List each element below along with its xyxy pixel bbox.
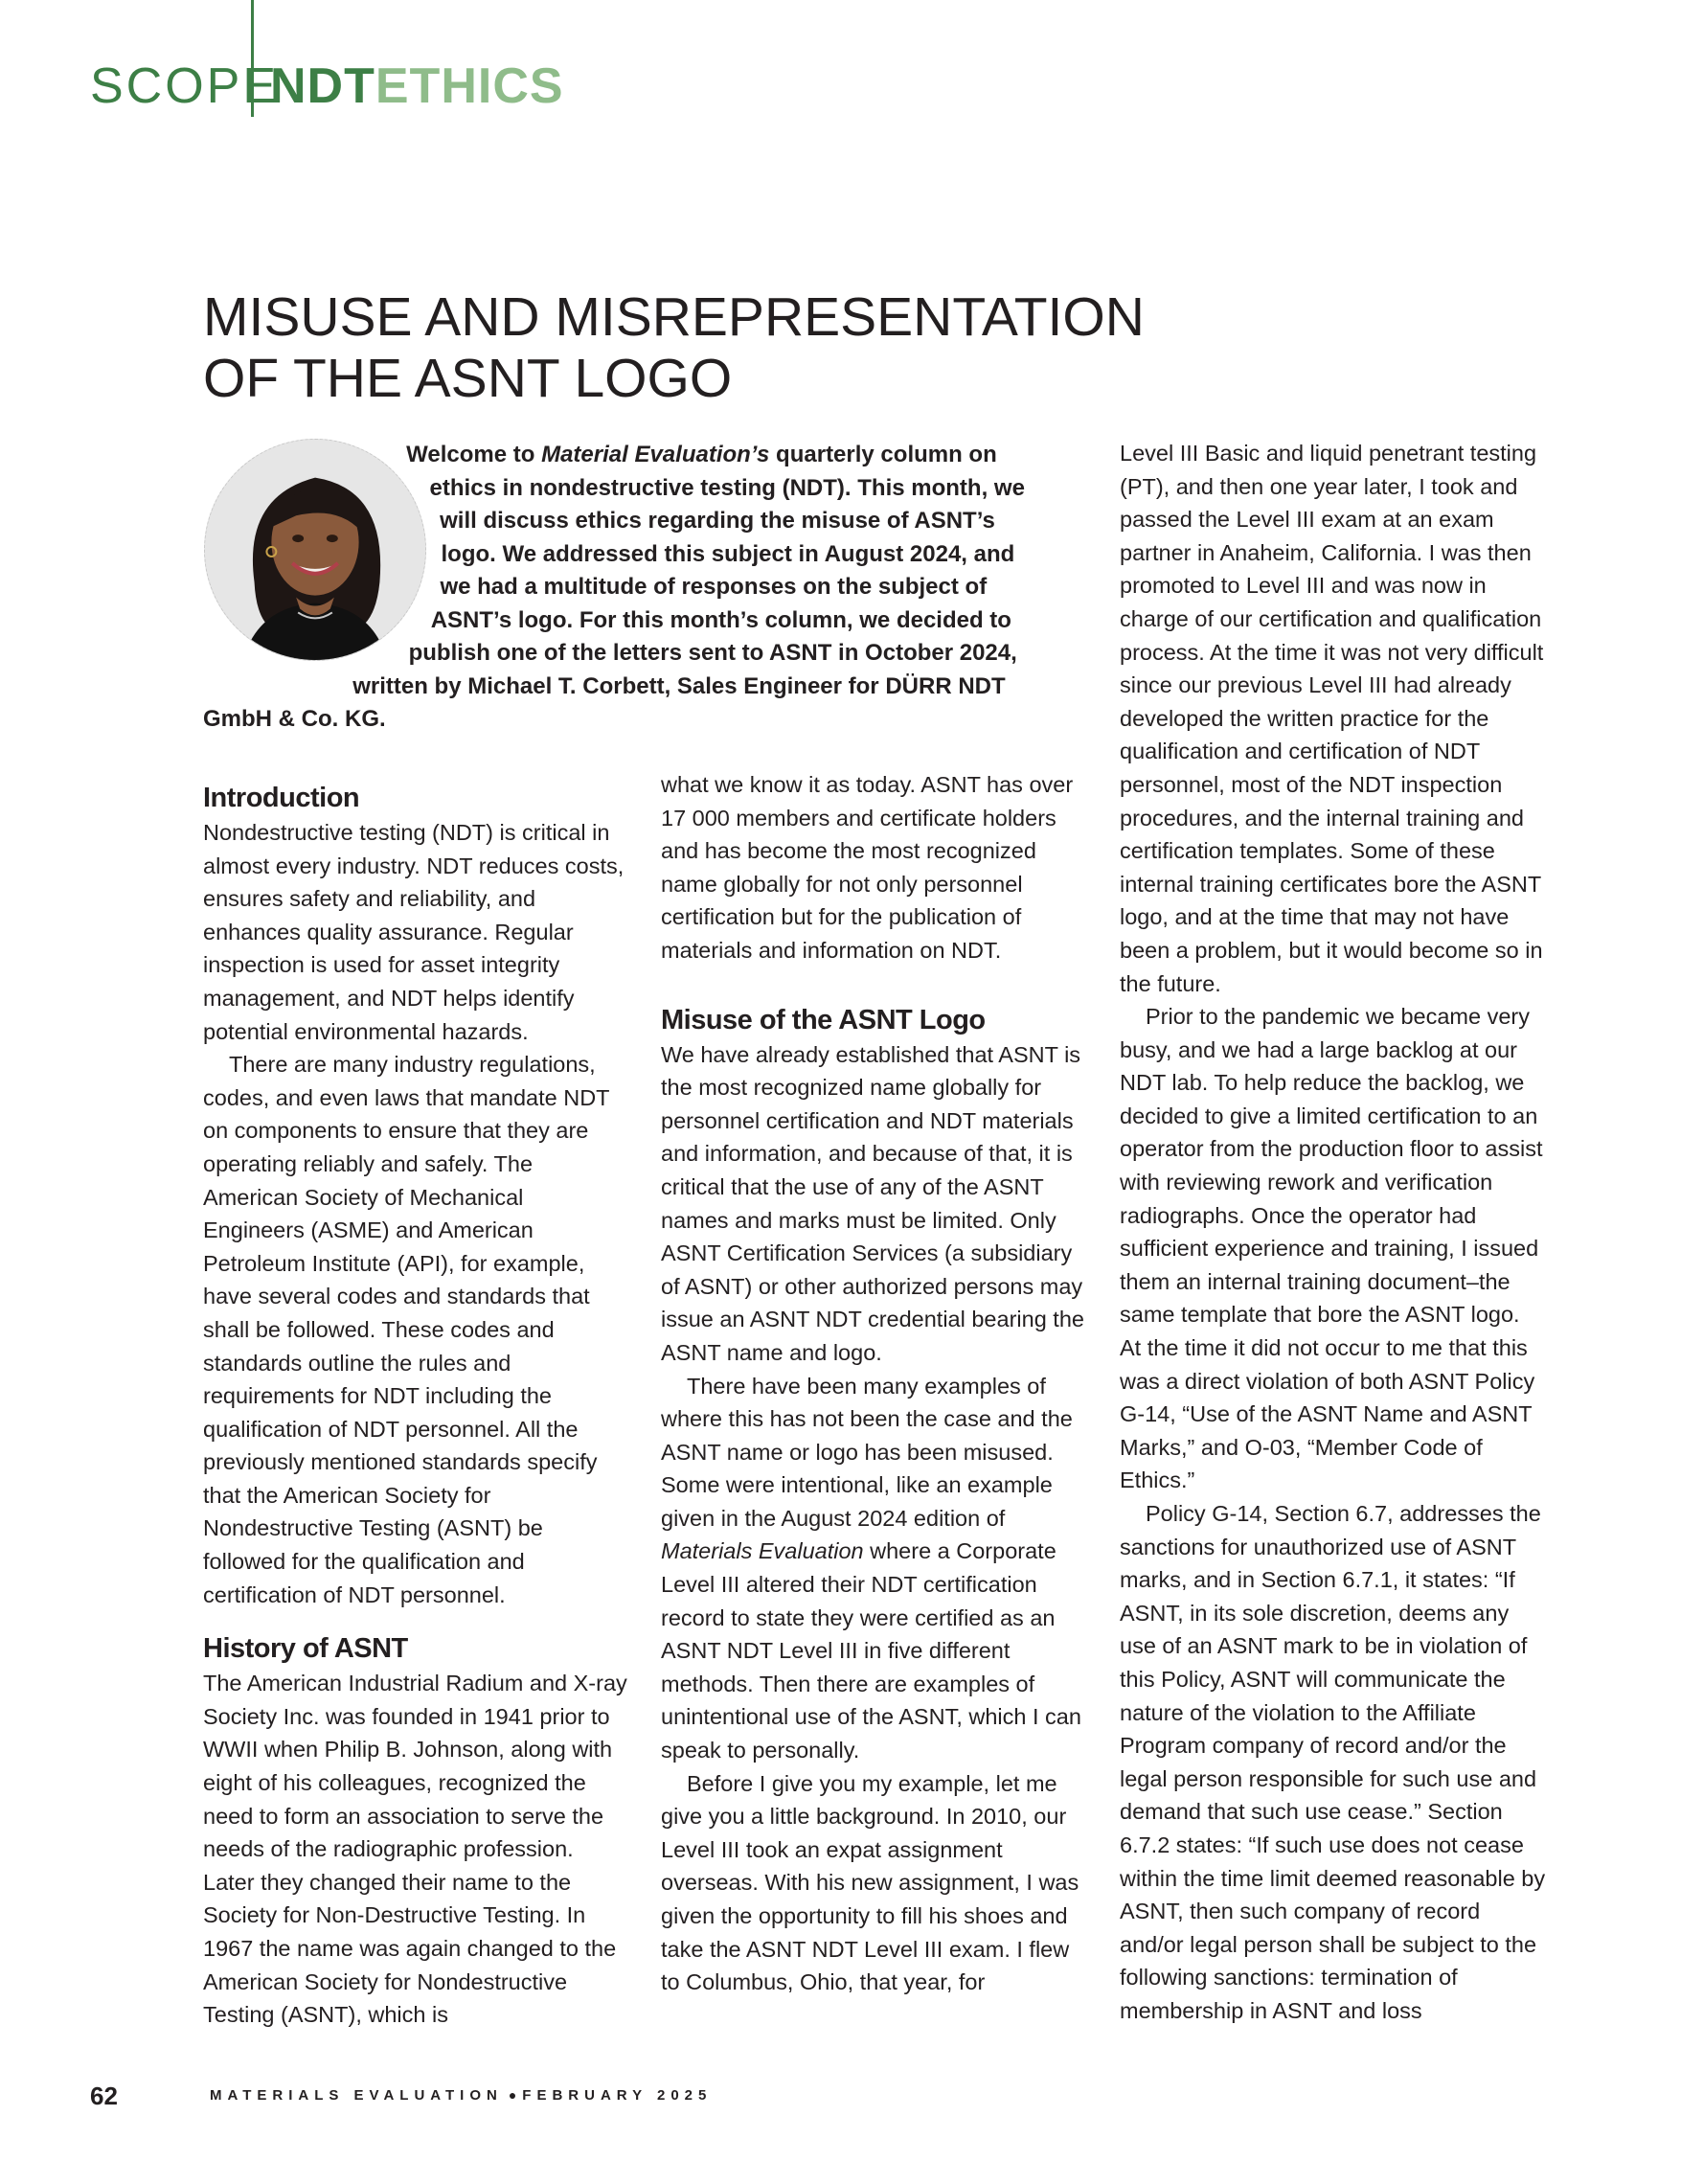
article-title-line1: MISUSE AND MISREPRESENTATION bbox=[203, 286, 1145, 348]
header-scope-label: SCOPE bbox=[90, 58, 280, 114]
paragraph-part: There have been many examples of where this has not been the case and the ASNT name or logo has been misused. Some were intentional, like an example given in the August 2024 edition of bbox=[661, 1373, 1073, 1531]
author-portrait bbox=[204, 439, 426, 661]
paragraph: Level III Basic and liquid penetrant testing (PT), and then one year later, I took and passed the Level III exam at an exam partner in Anaheim, California. I was then promoted to Level III and was now in charge of our certification and qualification process. At the time it was not very difficult since our previous Level III had already developed the written practice for the qualification and certification of NDT personnel, most of the NDT inspection procedures, and the internal training and certification templates. Some of these internal training certificates bore the ASNT logo, and at the time that may not have been a problem, but it would become so in the future. bbox=[1120, 441, 1544, 996]
paragraph-part: where a Corporate Level III altered their NDT certification record to state they were certified as an ASNT NDT Level III in five different methods. Then there are examples of unintentional use of the ASNT, which I can speak to personally. bbox=[661, 1538, 1081, 1763]
publication-title: MATERIALS EVALUATION bbox=[210, 2087, 503, 2104]
portrait-illustration bbox=[205, 440, 425, 660]
paragraph: what we know it as today. ASNT has over 17 000 members and certificate holders and has become the most recognized name globally for not only personnel certification but for the publication of materials and information on NDT. bbox=[661, 772, 1074, 963]
paragraph: Prior to the pandemic we became very busy, and we had a large backlog at our NDT lab. To help reduce the backlog, we decided to give a limited certification to an operator from the production floor to assist with reviewing rework and verification radiographs. Once the operator had sufficient experience and training, I issued them an internal training document–the same template that bore the ASNT logo. At the time it did not occur to me that this was a direct violation of both ASNT Policy G-14, “Use of the ASNT Name and ASNT Marks,” and O-03, “Member Code of Ethics.” bbox=[1120, 1004, 1543, 1493]
page-number: 62 bbox=[90, 2082, 118, 2110]
article-column-3 bbox=[1120, 437, 1546, 2028]
paragraph: Nondestructive testing (NDT) is critical in almost every industry. NDT reduces costs, ensures safety and reliability, and enhances quality assurance. Regular inspection is used for asset integrity management, and NDT helps identify potential environmental hazards. bbox=[203, 820, 625, 1044]
intro-text-b: quarterly column on ethics in nondestructive testing (NDT). This month, we will discuss ethics regarding the misuse of ASNT’s logo. We addressed this subject in August 2024, and we had a multitude of responses on the subject of ASNT’s logo. For this month’s column, we decided to publish one of the letters sent to ASNT in October 2024, written by Michael T. Corbett, Sales Engineer for DÜRR NDT GmbH & Co. KG. bbox=[203, 442, 1025, 732]
heading-misuse: Misuse of the ASNT Logo bbox=[661, 1004, 986, 1035]
header-section-ethics: ETHICS bbox=[375, 58, 564, 114]
paragraph bbox=[661, 1370, 1087, 1767]
article-column-1 bbox=[203, 780, 629, 2032]
intro-text-a: Welcome to bbox=[406, 442, 542, 467]
paragraph: Policy G-14, Section 6.7, addresses the sanctions for unauthorized use of ASNT marks, and in Section 6.7.1, it states: “If ASNT, in its sole discretion, deems any use of an ASNT mark to be in violation of this Policy, ASNT will communicate the nature of the violation to the Affiliate Program company of record and/or the legal person responsible for such use and demand that such use cease.” Section 6.7.2 states: “If such use does not cease within the time limit deemed reasonable by ASNT, then such company of record and/or legal person shall be subject to the following sanctions: termination of membership in ASNT and loss bbox=[1120, 1501, 1546, 2023]
footer-bullet: ● bbox=[508, 2087, 517, 2103]
intro-text-em: Material Evaluation’s bbox=[541, 442, 770, 467]
paragraph: Before I give you my example, let me give you a little background. In 2010, our Level III took an expat assignment overseas. With his new assignment, I was given the opportunity to fill his shoes and take the ASNT NDT Level III exam. I flew to Columbus, Ohio, that year, for bbox=[661, 1770, 1079, 1995]
publication-name: Materials Evaluation bbox=[661, 1538, 864, 1564]
paragraph: There are many industry regulations, codes, and even laws that mandate NDT on components to ensure that they are operating reliably and safely. The American Society of Mechanical Engineers (ASME) and American Petroleum Institute (API), for example, have several codes and standards that shall be followed. These codes and standards outline the rules and requirements for NDT including the qualification of NDT personnel. All the previously mentioned standards specify that the American Society for Nondestructive Testing (ASNT) be followed for the qualification and certification of NDT personnel. bbox=[203, 1052, 610, 1607]
heading-history: History of ASNT bbox=[203, 1633, 408, 1665]
header-section-ndt: NDT bbox=[270, 58, 375, 114]
paragraph: The American Industrial Radium and X-ray Society Inc. was founded in 1941 prior to WWII when Philip B. Johnson, along with eight of his colleagues, recognized the need to form an association to serve the needs of the radiographic profession. Later they changed their name to the Society for Non-Destructive Testing. In 1967 the name was again changed to the American Society for Nondestructive Testing (ASNT), which is bbox=[203, 1671, 627, 2028]
paragraph: We have already established that ASNT is the most recognized name globally for personnel certification and NDT materials and information, and because of that, it is critical that the use of any of the ASNT names and marks must be limited. Only ASNT Certification Services (a subsidiary of ASNT) or other authorized persons may issue an ASNT NDT credential bearing the ASNT name and logo. bbox=[661, 1041, 1084, 1365]
footer-publication bbox=[210, 2087, 712, 2104]
article-title-line2: OF THE ASNT LOGO bbox=[203, 347, 733, 409]
header-section-title bbox=[270, 58, 564, 114]
heading-introduction: Introduction bbox=[203, 783, 360, 813]
issue-date: FEBRUARY 2025 bbox=[522, 2087, 713, 2104]
article-title bbox=[203, 287, 1161, 410]
article-column-2 bbox=[661, 768, 1087, 1999]
